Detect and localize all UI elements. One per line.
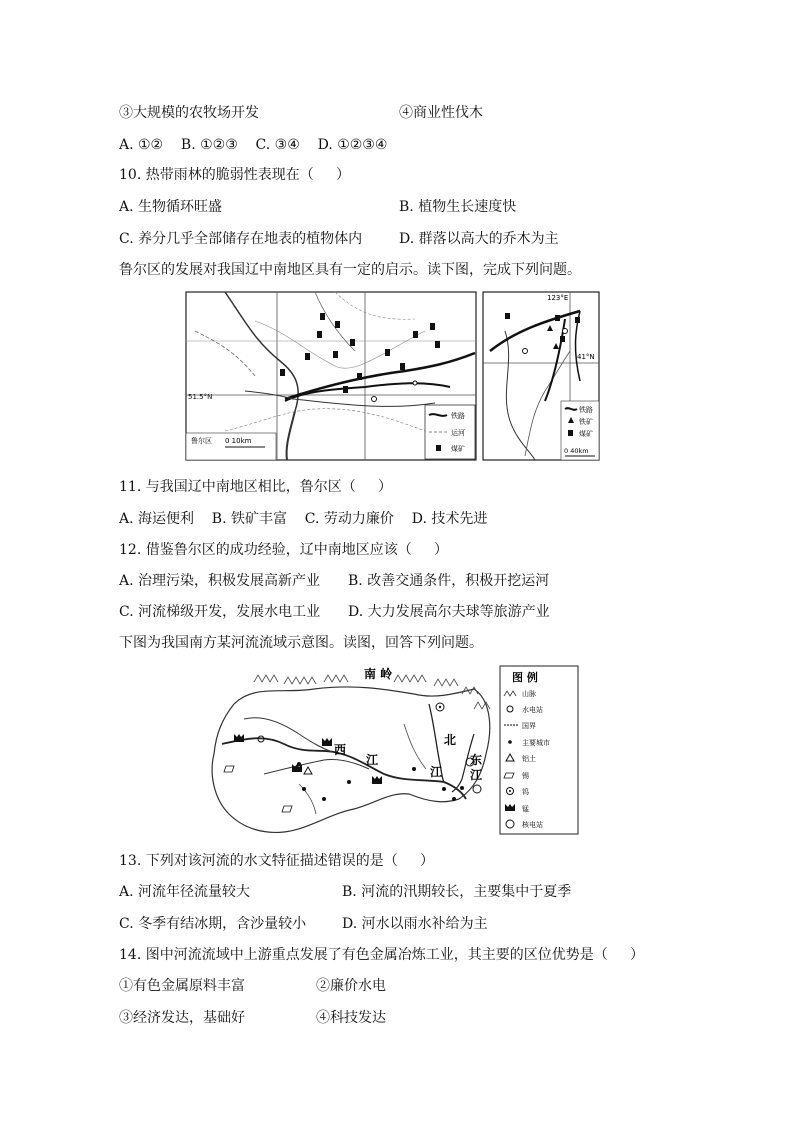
legend-title: 图 例 [512, 671, 538, 684]
river-label-jiang-3: 江 [470, 768, 483, 782]
river-intro: 下图为我国南方某河流流域示意图。读图，回答下列问题。 [119, 635, 483, 651]
q14-option-2: ②廉价水电 [316, 978, 386, 994]
q10-choice-c: C. 养分几乎全部储存在地表的植物体内 [119, 231, 363, 247]
scale-left: 0 10km [225, 437, 252, 445]
q11-stem: 11. 与我国辽中南地区相比，鲁尔区（ ） [119, 479, 392, 495]
legend-tungsten: 钨 [522, 788, 529, 796]
ruhr-label: 鲁尔区 [191, 437, 212, 445]
q13-choice-b: B. 河流的汛期较长，主要集中于夏季 [342, 884, 572, 900]
legend-coal-left: 煤矿 [451, 445, 465, 453]
basin-boundary [212, 687, 490, 832]
legend-tin: 锡 [522, 772, 529, 780]
river-label-dong: 东 [470, 753, 483, 767]
legend-manganese: 锰 [522, 805, 529, 813]
q13-choice-a: A. 河流年径流量较大 [119, 884, 251, 900]
legend-border: 国界 [522, 722, 536, 730]
legend-coal-right: 煤矿 [579, 430, 593, 438]
legend-bauxite: 铝土 [522, 755, 536, 763]
legend-railway-right: 铁路 [579, 406, 593, 414]
lat-label-left: 51.5°N [188, 393, 213, 401]
scale-right: 0 40km [564, 447, 589, 455]
q12-choice-a: A. 治理污染，积极发展高新产业 [119, 573, 321, 589]
q14-stem: 14. 图中河流流域中上游重点发展了有色金属冶炼工业，其主要的区位优势是（ ） [119, 947, 644, 963]
ruhr-intro: 鲁尔区的发展对我国辽中南地区具有一定的启示。读下图，完成下列问题。 [119, 262, 581, 278]
legend-canal-left: 运河 [451, 429, 465, 437]
river-label-xi: 西 [334, 743, 347, 757]
legend-city: 主要城市 [522, 739, 550, 747]
river-label-jiang-2: 江 [430, 765, 443, 779]
q10-choice-a: A. 生物循环旺盛 [119, 199, 223, 215]
q9-choices: A. ①② B. ①②③ C. ③④ D. ①②③④ [119, 137, 388, 153]
q12-choice-d: D. 大力发展高尔夫球等旅游产业 [348, 604, 550, 620]
legend-nuclear: 核电站 [522, 821, 543, 829]
q13-stem: 13. 下列对该河流的水文特征描述错误的是（ ） [119, 853, 434, 869]
ruhr-liaozhongnan-map [185, 291, 601, 463]
q14-option-1: ①有色金属原料丰富 [119, 978, 245, 994]
legend-mountain: 山脉 [522, 690, 536, 698]
q10-choice-b: B. 植物生长速度快 [399, 199, 517, 215]
q12-choice-c: C. 河流梯级开发，发展水电工业 [119, 604, 321, 620]
lat-label-right: 41°N [577, 353, 595, 361]
q9-option-3: ③大规模的农牧场开发 [119, 105, 259, 121]
q9-option-4: ④商业性伐木 [399, 105, 483, 121]
legend-hydropower: 水电站 [522, 706, 543, 714]
q11-choices: A. 海运便利 B. 铁矿丰富 C. 劳动力廉价 D. 技术先进 [119, 511, 488, 527]
pearl-river-basin-map [204, 664, 582, 838]
q14-option-3: ③经济发达，基础好 [119, 1010, 245, 1026]
q12-stem: 12. 借鉴鲁尔区的成功经验，辽中南地区应该（ ） [119, 542, 448, 558]
lon-label-right: 123°E [547, 294, 569, 302]
q13-choice-d: D. 河水以雨水补给为主 [342, 916, 488, 932]
ruhr-legend [425, 405, 475, 459]
river-label-bei: 北 [444, 733, 457, 747]
nanling-label: 南 岭 [364, 667, 393, 681]
q13-choice-c: C. 冬季有结冰期，含沙量较小 [119, 916, 307, 932]
q14-option-4: ④科技发达 [316, 1010, 386, 1026]
river-label-jiang-1: 江 [366, 753, 379, 767]
q10-stem: 10. 热带雨林的脆弱性表现在（ ） [119, 167, 350, 183]
legend-railway-left: 铁路 [451, 412, 465, 420]
q10-choice-d: D. 群落以高大的乔木为主 [399, 231, 559, 247]
legend-iron-right: 铁矿 [579, 418, 593, 426]
q12-choice-b: B. 改善交通条件，积极开挖运河 [348, 573, 550, 589]
